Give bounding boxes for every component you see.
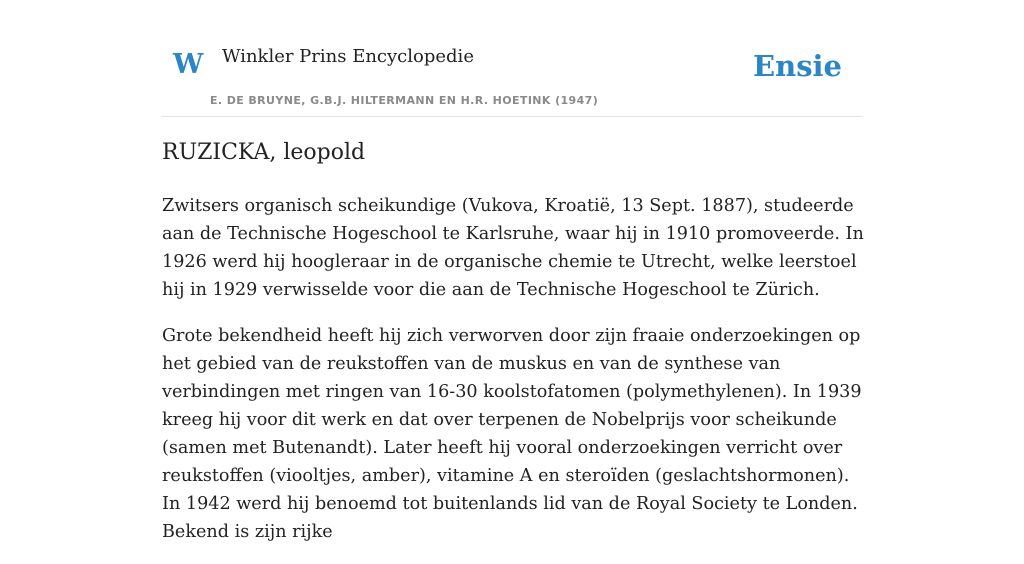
entry-paragraph: Zwitsers organisch scheikundige (Vukova, Kroatië, 13 Sept. 1887), studeerde aan de Technische Hogeschool te Karlsruhe, waar hij in 1910 promoveerde. In 1926 werd hij hoogleraar in de organische chemie te Utrecht, welke leerstoel hij in 1929 verwisselde voor die aan de Technische Hogeschool te Zürich. xyxy=(162,196,864,300)
winkler-prins-logo[interactable]: W xyxy=(173,49,204,80)
entry-title: RUZICKA, leopold xyxy=(162,140,366,165)
entry-paragraph: Grote bekendheid heeft hij zich verworven door zijn fraaie onderzoekingen op het gebied van de reukstoffen van de muskus en van de synthese van verbindingen met ringen van 16-30 koolstofatomen (polymethylenen). In 1939 kreeg hij voor dit werk en dat over terpenen de Nobelprijs voor scheikunde (samen met Butenandt). Later heeft hij vooral onderzoekingen verricht over reukstoffen (viooltjes, amber), vitamine A en steroïden (geslachtshormonen). In 1942 werd hij benoemd tot buitenlands lid van de Royal Society te Londen. Bekend is zijn rijke xyxy=(162,326,862,542)
book-authors: E. DE BRUYNE, G.B.J. HILTERMANN EN H.R. HOETINK (1947) xyxy=(210,94,599,107)
ensie-logo-link[interactable]: Ensie xyxy=(753,49,842,83)
entry-body xyxy=(162,192,872,564)
site-header xyxy=(162,0,862,117)
book-title-link[interactable]: Winkler Prins Encyclopedie xyxy=(222,46,474,67)
